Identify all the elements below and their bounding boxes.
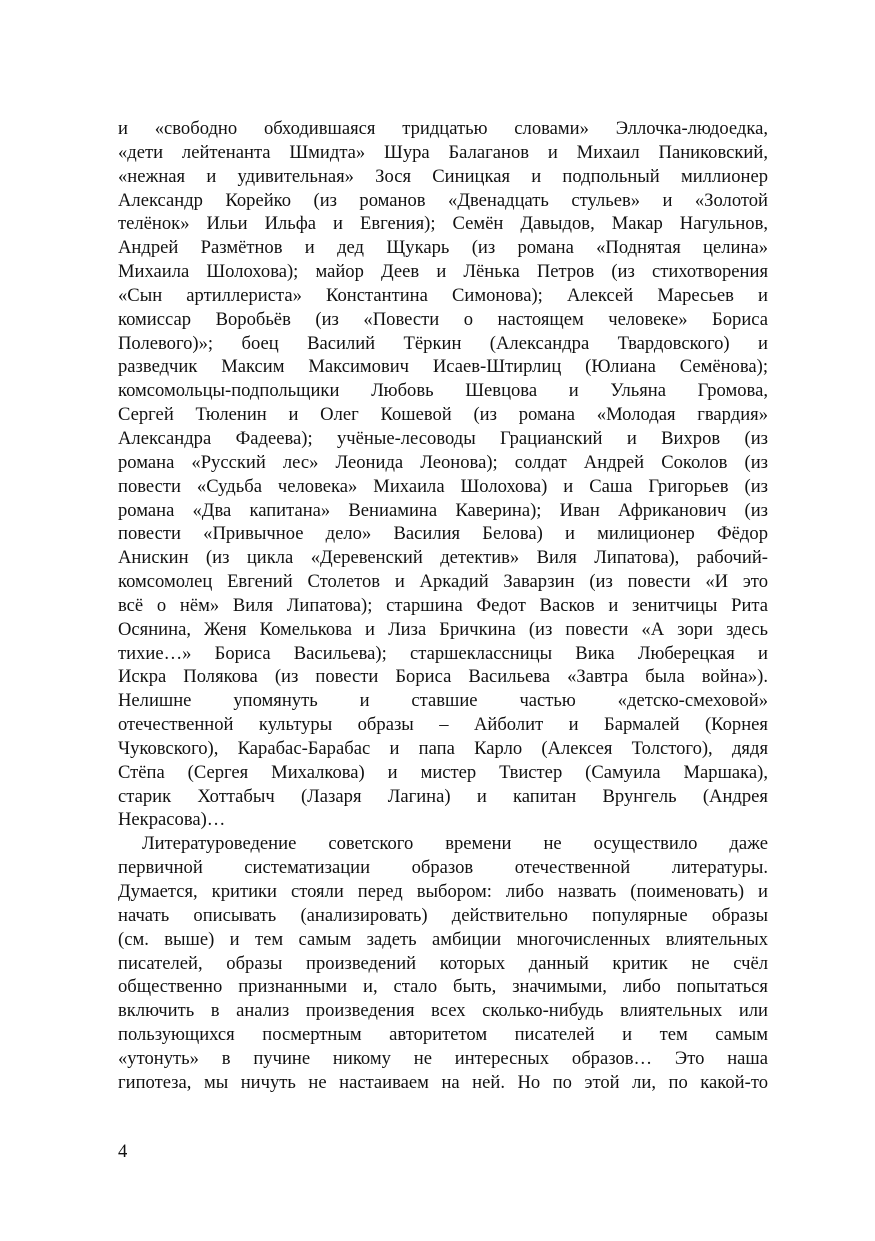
text-line: общественно признанными и, стало быть, значимыми, либо попытаться (118, 976, 768, 998)
text-line: Чуковского), Карабас-Барабас и папа Карло (Алексея Толстого), дядя (118, 737, 768, 759)
page-number: 4 (118, 1141, 128, 1162)
text-line: телёнок» Ильи Ильфа и Евгения); Семён Давыдов, Макар Нагульнов, (118, 213, 768, 235)
text-line: Некрасова)… (118, 809, 226, 831)
text-line: Михаила Шолохова); майор Деев и Лёнька Петров (из стихотворения (118, 261, 768, 283)
text-line: Думается, критики стояли перед выбором: либо назвать (поименовать) и (118, 881, 768, 902)
text-line: всё о нём» Виля Липатова); старшина Федот Васков и зенитчицы Рита (118, 594, 768, 616)
text-line: разведчик Максим Максимович Исаев-Штирлиц (Юлиана Семёнова); (118, 356, 768, 378)
text-line: включить в анализ произведения всех сколько-нибудь влиятельных или (118, 1000, 768, 1022)
text-line: Александр Корейко (из романов «Двенадцать стульев» и «Золотой (118, 189, 768, 211)
text-line: старик Хоттабыч (Лазаря Лагина) и капитан Врунгель (Андрея (118, 785, 768, 807)
text-line: гипотеза, мы ничуть не настаиваем на ней. Но по этой ли, по какой-то (118, 1071, 768, 1093)
text-line: Стёпа (Сергея Михалкова) и мистер Твистер (Самуила Маршака), (118, 761, 768, 783)
text-line: (см. выше) и тем самым задеть амбиции многочисленных влиятельных (118, 928, 768, 950)
text-line: «нежная и удивительная» Зося Синицкая и подпольный миллионер (118, 165, 768, 187)
text-line: Нелишне упомянуть и ставшие частью «детско-смеховой» (118, 690, 768, 712)
text-line: и «свободно обходившаяся тридцатью словами» Эллочка-людоедка, (118, 118, 768, 139)
text-line: Анискин (из цикла «Деревенский детектив» Виля Липатова), рабочий- (118, 547, 768, 569)
text-line: «дети лейтенанта Шмидта» Шура Балаганов и Михаил Паниковский, (118, 141, 768, 163)
text-line: Литературоведение советского времени не осуществило даже (142, 833, 768, 855)
text-line: Полевого)»; боец Василий Тёркин (Александра Твардовского) и (118, 332, 768, 354)
text-line: повести «Привычное дело» Василия Белова) и милиционер Фёдор (118, 523, 768, 545)
text-line: Андрей Размётнов и дед Щукарь (из романа «Поднятая целина» (118, 237, 768, 259)
text-line: Сергей Тюленин и Олег Кошевой (из романа «Молодая гвардия» (118, 404, 768, 426)
page-body (118, 117, 768, 1095)
text-line: пользующихся посмертным авторитетом писателей и тем самым (118, 1024, 768, 1046)
text-line: Александра Фадеева); учёные-лесоводы Грацианский и Вихров (из (118, 427, 768, 449)
text-line: Искра Полякова (из повести Бориса Васильева «Завтра была война»). (118, 666, 768, 688)
text-line: комиссар Воробьёв (из «Повести о настоящем человеке» Бориса (118, 308, 768, 330)
text-line: комсомольцы-подпольщики Любовь Шевцова и Ульяна Громова, (118, 380, 768, 402)
text-line: повести «Судьба человека» Михаила Шолохова) и Саша Григорьев (из (118, 475, 768, 497)
paragraph-1 (118, 117, 768, 832)
text-line: тихие…» Бориса Васильева); старшеклассницы Вика Люберецкая и (118, 642, 768, 664)
text-line: «Сын артиллериста» Константина Симонова); Алексей Маресьев и (118, 284, 768, 306)
text-line: романа «Два капитана» Вениамина Каверина); Иван Африканович (из (118, 499, 768, 521)
text-line: отечественной культуры образы – Айболит и Бармалей (Корнея (118, 714, 768, 736)
text-line: Осянина, Женя Комелькова и Лиза Бричкина (из повести «А зори здесь (118, 618, 768, 640)
text-line: комсомолец Евгений Столетов и Аркадий Заварзин (из повести «И это (118, 571, 768, 593)
text-line: романа «Русский лес» Леонида Леонова); солдат Андрей Соколов (из (118, 451, 768, 473)
text-line: начать описывать (анализировать) действительно популярные образы (118, 904, 768, 926)
text-line: первичной систематизации образов отечественной литературы. (118, 857, 768, 879)
text-line: «утонуть» в пучине никому не интересных образов… Это наша (118, 1047, 768, 1069)
paragraph-2 (118, 832, 768, 1094)
text-line: писателей, образы произведений которых данный критик не счёл (118, 952, 768, 974)
